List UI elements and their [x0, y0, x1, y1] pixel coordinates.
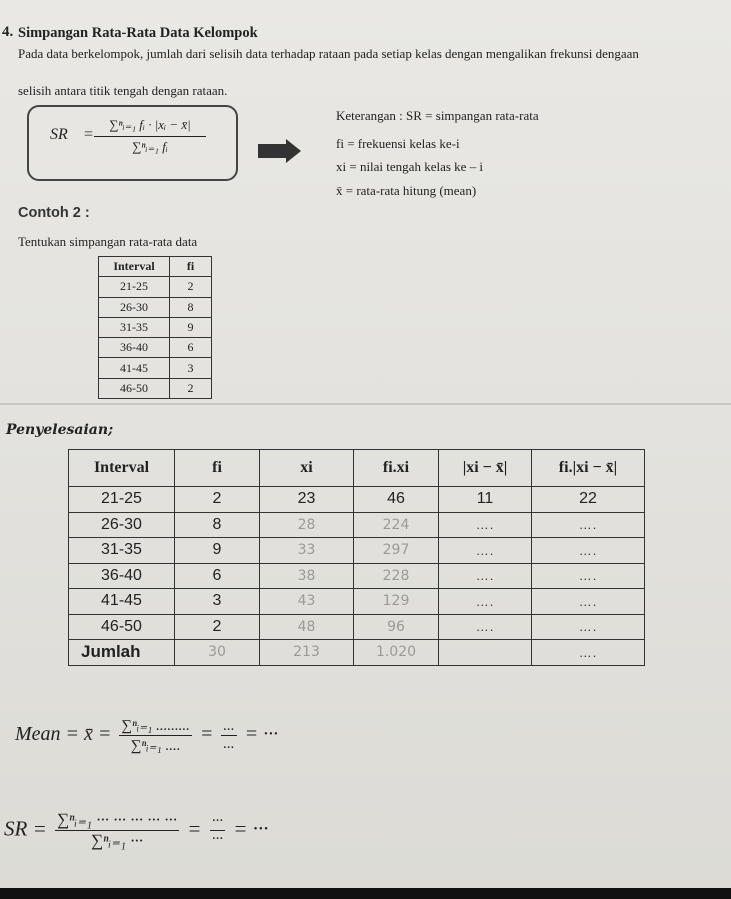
solution-heading: Penyelesaian; — [6, 422, 114, 438]
cell-fixi-handwritten: 224 — [354, 512, 439, 538]
mean-small-numerator: ... — [223, 718, 235, 734]
table-row — [69, 589, 645, 615]
cell-fixi-handwritten: 228 — [354, 563, 439, 589]
cell-fi: 6 — [175, 563, 260, 589]
mean-denominator: ∑ⁿᵢ₌₁ .... — [130, 738, 181, 754]
arrow-right-icon — [258, 139, 301, 163]
cell-fi-deviation-blank: …. — [532, 538, 645, 564]
mean-numerator: ∑ⁿᵢ₌₁ ......... — [121, 718, 190, 734]
mean-fraction — [119, 716, 191, 755]
header-fi-deviation: fi.|xi − x̄| — [532, 450, 645, 487]
cell-fixi: 46 — [354, 487, 439, 513]
cell-xi-handwritten: 28 — [260, 512, 354, 538]
cell-jumlah-label: Jumlah — [69, 640, 175, 666]
cell-deviation-blank: …. — [439, 538, 532, 564]
cell-interval: 46-50 — [69, 614, 175, 640]
example-question: Tentukan simpangan rata-rata data — [18, 234, 198, 249]
header-fixi: fi.xi — [354, 450, 439, 487]
cell-deviation-blank: …. — [439, 614, 532, 640]
table-row — [99, 317, 212, 337]
cell-interval: 26-30 — [69, 512, 175, 538]
table-row — [99, 358, 212, 378]
header-deviation: |xi − x̄| — [439, 450, 532, 487]
cell-fi: 8 — [175, 512, 260, 538]
example-heading: Contoh 2 : — [18, 205, 90, 221]
table-header-row — [99, 257, 212, 277]
cell-xi: 23 — [260, 487, 354, 513]
formula-denominator: ∑ⁿᵢ₌₁ fᵢ — [132, 139, 168, 154]
page-fold-line — [0, 403, 731, 405]
cell-xi-handwritten: 33 — [260, 538, 354, 564]
cell-deviation-blank: …. — [439, 589, 532, 615]
sr-small-denominator: ··· — [211, 831, 223, 847]
cell-deviation: 11 — [439, 487, 532, 513]
sr-result: = ··· — [233, 816, 269, 841]
cell-fi: 2 — [175, 487, 260, 513]
cell-total-fixi: 1.020 — [354, 640, 439, 666]
cell-interval: 31-35 — [99, 317, 170, 337]
cell-fi: 3 — [175, 589, 260, 615]
cell-fi-deviation: 22 — [532, 487, 645, 513]
cell-interval: 26-30 — [99, 297, 170, 317]
header-xi: xi — [260, 450, 354, 487]
mean-result: = ··· — [244, 723, 279, 746]
cell-fixi-handwritten: 297 — [354, 538, 439, 564]
formula-numerator: ∑ⁿᵢ₌₁ fᵢ · |xᵢ − x̄| — [109, 117, 191, 132]
keterangan-fi: fi = frekuensi kelas ke-i — [336, 136, 460, 151]
cell-fi-deviation-blank: …. — [532, 563, 645, 589]
bottom-edge — [0, 888, 731, 899]
solution-table — [68, 449, 645, 666]
mean-formula — [15, 716, 278, 755]
cell-xi-handwritten: 38 — [260, 563, 354, 589]
sr-formula — [4, 810, 268, 851]
formula-equals: = — [84, 126, 94, 143]
cell-fixi-handwritten: 96 — [354, 614, 439, 640]
cell-deviation-blank: …. — [439, 512, 532, 538]
cell-total-xi: 213 — [260, 640, 354, 666]
cell-fi: 2 — [170, 277, 212, 297]
cell-deviation-blank: …. — [439, 563, 532, 589]
cell-fi: 6 — [170, 338, 212, 358]
cell-fixi-handwritten: 129 — [354, 589, 439, 615]
cell-fi-deviation-blank: …. — [532, 512, 645, 538]
cell-fi: 2 — [175, 614, 260, 640]
cell-fi-deviation-blank: …. — [532, 589, 645, 615]
table-total-row — [69, 640, 645, 666]
cell-total-deviation — [439, 640, 532, 666]
cell-fi: 8 — [170, 297, 212, 317]
sr-small-fraction — [210, 813, 225, 848]
cell-fi-deviation-blank: …. — [532, 614, 645, 640]
cell-interval: 36-40 — [99, 338, 170, 358]
table-row — [99, 338, 212, 358]
table-row — [69, 538, 645, 564]
header-interval: Interval — [99, 257, 170, 277]
cell-fi: 9 — [175, 538, 260, 564]
table-row — [69, 563, 645, 589]
intro-line-2: selisih antara titik tengah dengan rataan. — [18, 83, 228, 98]
table-header-row — [69, 450, 645, 487]
header-interval: Interval — [69, 450, 175, 487]
section-number: 4. — [2, 24, 14, 40]
cell-interval: 21-25 — [69, 487, 175, 513]
data-table — [98, 256, 212, 399]
cell-interval: 21-25 — [99, 277, 170, 297]
cell-interval: 41-45 — [99, 358, 170, 378]
mean-eq: = — [199, 723, 214, 746]
sr-denominator: ∑ⁿᵢ₌₁ ··· — [91, 831, 144, 850]
cell-interval: 41-45 — [69, 589, 175, 615]
sr-eq: = — [187, 816, 202, 841]
mean-small-denominator: ... — [223, 736, 235, 752]
cell-fi: 9 — [170, 317, 212, 337]
keterangan-sr: Keterangan : SR = simpangan rata-rata — [336, 108, 539, 123]
cell-interval: 46-50 — [99, 378, 170, 398]
sr-numerator: ∑ⁿᵢ₌₁ ··· ··· ··· ··· ··· — [57, 810, 178, 829]
cell-interval: 36-40 — [69, 563, 175, 589]
table-row — [99, 277, 212, 297]
keterangan-mean: x̄ = rata-rata hitung (mean) — [336, 183, 477, 198]
cell-total-fi-deviation: …. — [532, 640, 645, 666]
cell-fi: 3 — [170, 358, 212, 378]
intro-line-1: Pada data berkelompok, jumlah dari selisih data terhadap rataan pada setiap kelas dengan mengalikan frekunsi dengaan — [18, 46, 639, 61]
table-row — [99, 378, 212, 398]
sr-lhs: SR = — [4, 816, 47, 841]
mean-lhs: Mean = x̄ = — [15, 723, 112, 746]
sr-small-numerator: ··· — [211, 813, 223, 829]
table-row — [69, 487, 645, 513]
header-fi: fi — [175, 450, 260, 487]
section-title: Simpangan Rata-Rata Data Kelompok — [18, 25, 258, 41]
cell-interval: 31-35 — [69, 538, 175, 564]
formula-fraction-bar — [94, 136, 206, 137]
sr-fraction — [55, 810, 179, 851]
keterangan-xi: xi = nilai tengah kelas ke – i — [336, 159, 484, 174]
mean-small-fraction — [221, 718, 236, 753]
formula-lhs: SR — [50, 126, 68, 143]
table-row — [69, 614, 645, 640]
cell-total-fi: 30 — [175, 640, 260, 666]
header-fi: fi — [170, 257, 212, 277]
table-row — [99, 297, 212, 317]
cell-fi: 2 — [170, 378, 212, 398]
cell-xi-handwritten: 48 — [260, 614, 354, 640]
table-row — [69, 512, 645, 538]
cell-xi-handwritten: 43 — [260, 589, 354, 615]
